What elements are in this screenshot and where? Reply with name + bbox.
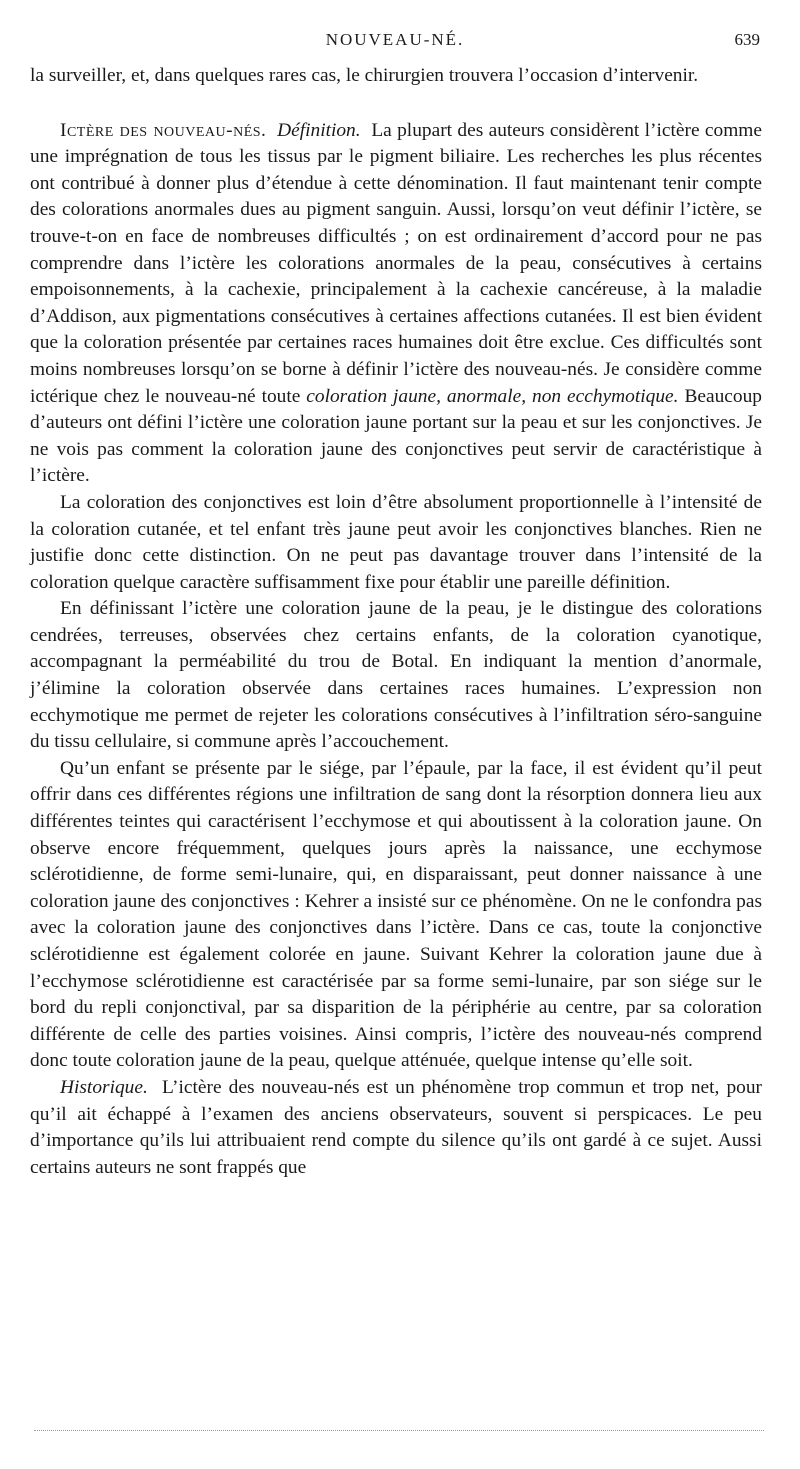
historique-text: L’ictère des nouveau-nés est un phénomène trop commun et trop net, pour qu’il ait échappé à l’examen des anciens observateurs, souvent si perspicaces. Le peu d’importance qu’ils lui attribuaient rend compte du silence qu’ils ont gardé à ce sujet. Aussi certains auteurs ne sont frappés que — [30, 1076, 762, 1178]
section-heading-ictere: Ictère des nouveau-nés. — [60, 119, 267, 141]
definition-emphasis: coloration jaune, anormale, non ecchymotique. — [306, 385, 679, 407]
subheading-historique: Historique. — [60, 1076, 148, 1098]
footer-dotted-rule — [34, 1430, 764, 1431]
subheading-definition: Définition. — [277, 119, 361, 141]
paragraph-definissant: En définissant l’ictère une coloration jaune de la peau, je le distingue des colorations cendrées, terreuses, observées chez certains enfants, de la coloration cyanotique, accompagnant la perméabilité du trou de Botal. En indiquant la mention d’anormale, j’élimine la coloration observée dans certaines races humaines. L’expression non ecchymotique me permet de rejeter les colorations consécutives à l’infiltration séro-sanguine du tissu cellulaire, si commune après l’accouchement. — [30, 598, 762, 753]
page-header — [30, 30, 760, 60]
paragraph-ecchymose: Qu’un enfant se présente par le siége, par l’épaule, par la face, il est évident qu’il peut offrir dans ces différentes régions une infiltration de sang dont la résorption donnera lieu aux différentes teintes qui caractérisent l’ecchymose et qui aboutissent à la coloration jaune. On observe encore fréquemment, quelques jours après la naissance, une ecchymose sclérotidienne, de forme semi-lunaire, qui, en disparaissant, peut donner naissance à une coloration jaune des conjonctives : Kehrer a insisté sur ce phénomène. On ne le confondra pas avec la coloration jaune des conjonctives dans l’ictère. Dans ce cas, toute la conjonctive sclérotidienne est également colorée en jaune. Suivant Kehrer la coloration jaune due à l’ecchymose sclérotidienne est caractérisée par sa forme semi-lunaire, par son siége sur le bord du repli conjonctival, par sa disparition de la périphérie au centre, par sa coloration différente de celle des parties voisines. Ainsi compris, l’ictère des nouveau-nés comprend donc toute coloration jaune de la peau, quelque atténuée, quelque intense qu’elle soit. — [30, 757, 762, 1072]
running-title: NOUVEAU-NÉ. — [325, 30, 465, 49]
paragraph-definition — [30, 118, 762, 490]
page-number: 639 — [734, 30, 760, 49]
paragraph-continuation: la surveiller, et, dans quelques rares cas, le chirurgien trouvera l’occasion d’intervenir. — [30, 65, 699, 86]
paragraph-conjonctives: La coloration des conjonctives est loin d’être absolument proportionnelle à l’intensité de la coloration cutanée, et tel enfant très jaune peut avoir les conjonctives blanches. Rien ne justifie donc cette distinction. On ne peut pas davantage trouver dans l’intensité de la coloration quelque caractère suffisamment fixe pour établir une pareille définition. — [30, 491, 762, 593]
definition-text-b: Beaucoup d’auteurs ont défini l’ictère une coloration jaune portant sur la peau et sur les conjonctives. Je ne vois pas comment la coloration jaune des conjonctives peut servir de caractéristique à l’ictère. — [30, 385, 762, 487]
definition-text-a: La plupart des auteurs considèrent l’ictère comme une imprégnation de tous les tissus par le pigment biliaire. Les recherches les plus récentes ont contribué à donner plus d’étendue à cette dénomination. Il faut maintenant tenir compte des colorations anormales dues au pigment sanguin. Aussi, lorsqu’on veut définir l’ictère, se trouve-t-on en face de nombreuses difficultés ; on est ordinairement d’accord pour ne pas comprendre dans l’ictère les colorations anormales de la peau, consécutives à certains empoisonnements, à la cachexie, principalement à la cachexie cancéreuse, à la maladie d’Addison, aux pigmentations consécutives à certaines affections cutanées. Il est bien évident que la coloration présentée par certaines races humaines doit être exclue. Ces difficultés sont moins nombreuses lorsqu’on se borne à définir l’ictère des nouveau-nés. Je considère comme ictérique chez le nouveau-né toute — [30, 119, 762, 407]
paragraph-historique — [30, 1075, 762, 1181]
body-text — [30, 63, 762, 1181]
